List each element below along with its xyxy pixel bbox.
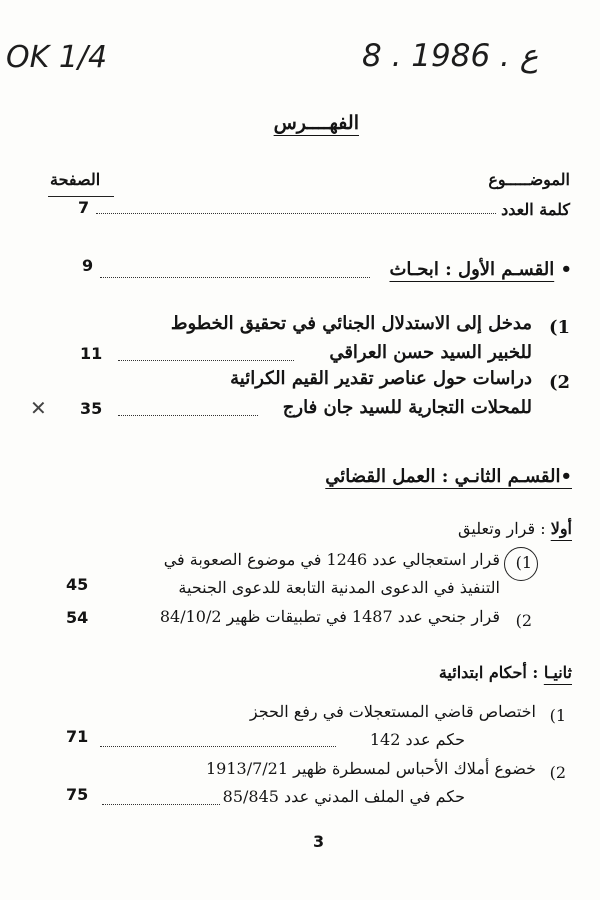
- dot-leader: [118, 415, 258, 416]
- handwritten-ok-note: OK 1/4: [6, 40, 108, 75]
- part1-heading-text: القسـم الأول : ابحـاث: [389, 259, 555, 280]
- part2-sub2-item2-number: 2): [549, 763, 566, 782]
- page-number: 3: [313, 832, 325, 851]
- dot-leader: [96, 213, 496, 214]
- part2-sub1-rest: : قرار وتعليق: [458, 519, 551, 538]
- part1-item2-line1: دراسات حول عناصر تقدير القيم الكرائية: [230, 368, 532, 389]
- page-column-header: الصفحة: [50, 170, 101, 189]
- intro-label: كلمة العدد: [501, 200, 570, 219]
- page-title: الفهــــرس: [273, 112, 359, 134]
- part2-sub2-label: ثانيـا: [543, 663, 572, 682]
- part2-sub2-rest: : أحكام ابتدائية: [438, 663, 544, 682]
- part1-item1-line2: للخبير السيد حسن العراقي: [329, 342, 532, 363]
- bullet-icon: •: [560, 259, 572, 280]
- intro-page: 7: [78, 198, 90, 217]
- part1-item1-number: 1): [548, 317, 570, 338]
- dot-leader: [100, 277, 370, 278]
- subject-column-header: الموضـــــوع: [488, 170, 570, 189]
- handwritten-date: 8 . ع . 1986: [362, 38, 539, 74]
- dot-leader: [102, 804, 220, 805]
- part1-item2-number: 2): [548, 372, 570, 393]
- dot-leader: [118, 360, 294, 361]
- part2-sub1-item1-line1: قرار استعجالي عدد 1246 في موضوع الصعوبة في: [163, 550, 500, 569]
- part2-sub2-item1-line2: حكم عدد 142: [369, 730, 465, 749]
- part2-heading: •القسـم الثانـي : العمل القضائي: [325, 466, 572, 487]
- part2-sub1-item1-page: 45: [66, 575, 89, 594]
- handwritten-x-mark: ✕: [30, 396, 47, 420]
- part2-sub1-item1-line2: التنفيذ في الدعوى المدنية التابعة للدعوى الجنحية: [178, 578, 500, 597]
- part2-sub1-item2-line1: قرار جنحي عدد 1487 في تطبيقات ظهير 84/10/2: [159, 607, 500, 626]
- part2-sub1-label: أولا: [550, 519, 572, 538]
- part2-sub2-item2-page: 75: [66, 785, 89, 804]
- part2-sub2-item1-number: 1): [549, 706, 566, 725]
- part2-sub2-item1-page: 71: [66, 727, 89, 746]
- part2-sub2-item1-line1: اختصاص قاضي المستعجلات في رفع الحجز: [249, 702, 536, 721]
- part1-item2-page: 35: [80, 399, 103, 418]
- part2-sub2-item2-line2: حكم في الملف المدني عدد 85/845: [222, 787, 465, 806]
- part2-sub2-item2-line1: خضوع أملاك الأحباس لمسطرة ظهير 1913/7/21: [206, 759, 536, 778]
- part1-item2-line2: للمحلات التجارية للسيد جان فارج: [282, 397, 532, 418]
- part2-sub1-item2-number: 2): [515, 611, 532, 630]
- part1-item1-page: 11: [80, 344, 103, 363]
- part2-sub1-item2-page: 54: [66, 608, 89, 627]
- part2-sub2-heading: [439, 663, 572, 682]
- part2-sub1-heading: [458, 519, 572, 538]
- part2-sub1-item1-number: 1): [515, 553, 532, 572]
- page-header-underline: [48, 196, 114, 197]
- part1-item1-line1: مدخل إلى الاستدلال الجنائي في تحقيق الخطوط: [170, 313, 532, 334]
- dot-leader: [100, 746, 336, 747]
- part1-page: 9: [82, 256, 94, 275]
- part1-heading: [389, 259, 572, 280]
